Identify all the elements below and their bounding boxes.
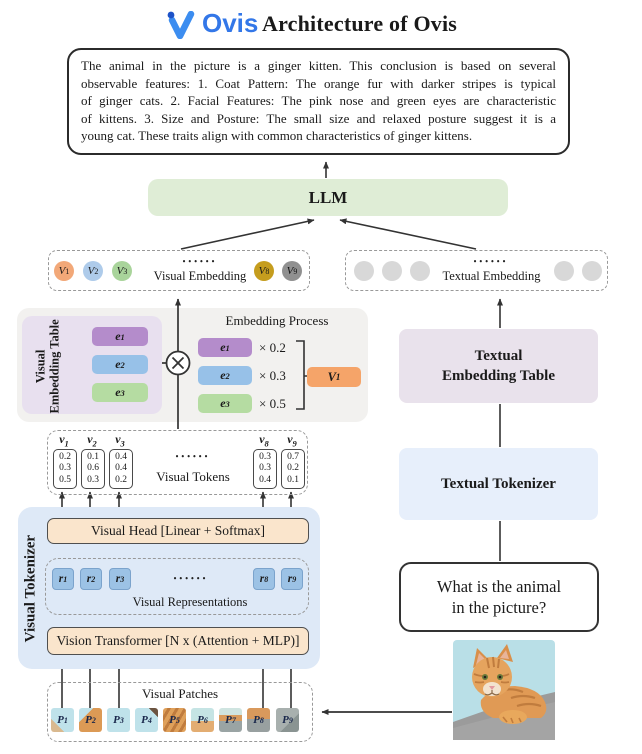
process-weight: × 0.3 — [259, 368, 286, 383]
textual-embedding-box — [345, 250, 608, 291]
output-line: of kittens. 3. Size and Posture: The small size and relaxed posture suggest it is a — [81, 110, 556, 126]
textual-embedding-table — [399, 329, 598, 403]
llm-box: LLM — [148, 179, 508, 216]
image-patch: P 6 — [191, 708, 214, 732]
textual-embedding-token — [410, 261, 430, 281]
token-values: 0.7 0.2 0.1 — [281, 449, 305, 489]
representation-chip: r 8 — [253, 568, 275, 590]
token-header: $v_8$ — [259, 432, 269, 449]
output-line: The animal in the picture is a ginger kitten. This conclusion is based on several — [81, 58, 556, 73]
token-values: 0.3 0.3 0.4 — [253, 449, 277, 489]
visual-tokens-label: Visual Tokens — [156, 469, 230, 484]
token-header: $v_9$ — [287, 432, 297, 449]
representation-chip: r 3 — [109, 568, 131, 590]
question-box — [399, 562, 599, 632]
representation-chip: r 1 — [52, 568, 74, 590]
visual-embedding-token: V 9 — [282, 261, 302, 281]
image-patch: P 2 — [79, 708, 102, 732]
textual-embedding-label: Textual Embedding — [442, 269, 541, 283]
embedding-entry: e 1 — [92, 327, 148, 346]
textual-embedding-token — [582, 261, 602, 281]
process-entry: e 1 — [198, 338, 252, 357]
process-weight: × 0.5 — [259, 396, 286, 411]
textual-embedding-token — [382, 261, 402, 281]
visual-embedding-label: Visual Embedding — [153, 269, 247, 283]
question-line2: in the picture? — [451, 598, 547, 617]
ellipsis-dots: •••••• — [473, 257, 509, 266]
visual-embedding-token: V 1 — [54, 261, 74, 281]
process-entry: e 2 — [198, 366, 252, 385]
token-header: $v_2$ — [87, 432, 97, 449]
llm-output-box — [67, 48, 570, 155]
visual-embedding-token: V 2 — [83, 261, 103, 281]
visual-head-box: Visual Head [Linear + Softmax] — [47, 518, 309, 544]
visual-embedding-token: V 8 — [254, 261, 274, 281]
process-entry: e 3 — [198, 394, 252, 413]
visual-embedding-box — [48, 250, 310, 291]
process-result-token: V 1 — [307, 367, 361, 387]
representation-chip: r 9 — [281, 568, 303, 590]
visual-representations-label: Visual Representations — [132, 595, 248, 609]
ellipsis-dots: •••••• — [175, 452, 211, 461]
ovis-logo-icon — [166, 11, 196, 39]
image-patch: P 5 — [163, 708, 186, 732]
embedding-entry: e 3 — [92, 383, 148, 402]
embedding-process-title: Embedding Process — [225, 313, 329, 328]
ellipsis-dots: •••••• — [182, 257, 218, 266]
image-patch: P 4 — [135, 708, 158, 732]
image-patch: P 9 — [276, 708, 299, 732]
textual-embedding-table-line2: Embedding Table — [442, 368, 555, 384]
representation-chip: r 2 — [80, 568, 102, 590]
vision-transformer-box: Vision Transformer [N x (Attention + MLP)] — [47, 627, 309, 655]
visual-embedding-token: V 3 — [112, 261, 132, 281]
token-header: $v_1$ — [59, 432, 69, 449]
page-title: Architecture of Ovis — [262, 11, 458, 36]
token-values: 0.2 0.3 0.5 — [53, 449, 77, 489]
question-line1: What is the animal — [436, 576, 562, 596]
image-patch: P 7 — [219, 708, 242, 732]
embedding-entry: e 2 — [92, 355, 148, 374]
image-patch: P 8 — [247, 708, 270, 732]
output-line: young cat. These traits align with common characteristics of ginger kittens. — [81, 128, 473, 144]
textual-embedding-table-line1: Textual — [474, 347, 523, 364]
cat-image — [453, 640, 555, 740]
token-header: $v_3$ — [115, 432, 125, 449]
textual-tokenizer-box: Textual Tokenizer — [399, 448, 598, 520]
token-values: 0.1 0.6 0.3 — [81, 449, 105, 489]
textual-embedding-token — [354, 261, 374, 281]
process-weight: × 0.2 — [259, 340, 286, 355]
output-line: of ginger cats. 2. Facial Features: The pink nose and green eyes are characteristic — [81, 93, 556, 109]
output-line: observable features: 1. Coat Pattern: The orange fur with darker stripes is typical — [81, 75, 556, 91]
visual-tokenizer-label: Visual Tokenizer — [22, 534, 39, 643]
logo-wordmark: Ovis — [202, 8, 259, 38]
visual-embedding-table-label: Visual Embedding Table — [33, 319, 62, 414]
token-values: 0.4 0.4 0.2 — [109, 449, 133, 489]
textual-embedding-token — [554, 261, 574, 281]
visual-embedding-table — [22, 316, 162, 414]
image-patch: P 3 — [107, 708, 130, 732]
image-patch: P 1 — [51, 708, 74, 732]
ellipsis-dots: •••••• — [173, 574, 209, 583]
visual-patches-label: Visual Patches — [141, 686, 219, 701]
